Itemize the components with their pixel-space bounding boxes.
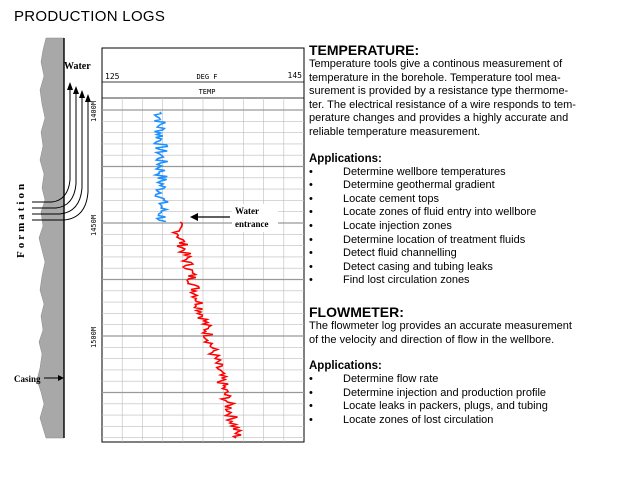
water-entrance-label-line1: Water [235, 206, 259, 216]
temperature-heading: TEMPERATURE: [309, 42, 420, 58]
list-item-text: Locate injection zones [343, 219, 452, 232]
text-line: surement is provided by a resistance type thermome- [309, 85, 569, 98]
list-item [309, 193, 629, 207]
list-item-text: Find lost circulation zones [343, 274, 470, 287]
text-line: temperature in the borehole. Temperature tool mea- [309, 71, 561, 84]
list-item [309, 373, 629, 387]
page-title: PRODUCTION LOGS [14, 8, 166, 25]
depth-label-1450: 1450M [90, 214, 98, 236]
text-line: ter. The electrical resistance of a wire responds to tem- [309, 98, 576, 111]
bullet-icon: • [309, 386, 313, 399]
casing-label: Casing [14, 374, 41, 384]
list-item-text: Determine geothermal gradient [343, 179, 495, 192]
formation-label: Formation [15, 180, 27, 258]
bullet-icon: • [309, 179, 313, 192]
text-line: reliable temperature measurement. [309, 125, 481, 138]
list-item [309, 261, 629, 275]
bullet-icon: • [309, 165, 313, 178]
text-line: of the velocity and direction of flow in the wellbore. [309, 333, 555, 346]
bullet-icon: • [309, 260, 313, 273]
list-item-text: Detect casing and tubing leaks [343, 260, 493, 273]
depth-label-1500: 1500M [90, 326, 98, 348]
water-label: Water [64, 61, 91, 72]
list-item-text: Determine wellbore temperatures [343, 165, 506, 178]
list-item [309, 166, 629, 180]
text-line: Temperature tools give a continous measurement of [309, 58, 563, 70]
list-item [309, 179, 629, 193]
description-panel [309, 42, 629, 427]
text-line: perature changes and provides a highly accurate and [309, 112, 569, 125]
bullet-icon: • [309, 373, 313, 386]
list-item-text: Locate zones of lost circulation [343, 413, 494, 426]
water-entrance-label-line2: entrance [235, 219, 269, 229]
flowmeter-heading: FLOWMETER: [309, 303, 404, 320]
flowmeter-description [309, 320, 629, 347]
scale-min-label: 125 [105, 72, 120, 81]
list-item-text: Determine flow rate [343, 373, 439, 386]
list-item-text: Locate leaks in packers, plugs, and tubing [343, 400, 548, 413]
list-item-text: Detect fluid channelling [343, 247, 457, 260]
flowmeter-applications-list [309, 373, 629, 427]
list-item [309, 206, 629, 220]
list-item-text: Determine location of treatment fluids [343, 233, 526, 246]
list-item-text: Locate zones of fluid entry into wellbore [343, 206, 537, 219]
text-line: The flowmeter log provides an accurate measurement [309, 319, 572, 332]
depth-label-1400: 1400M [90, 100, 98, 122]
list-item [309, 274, 629, 288]
flowmeter-applications-heading: Applications: [309, 360, 382, 373]
up-arrow-icon [67, 82, 91, 102]
temperature-description [309, 58, 629, 140]
unit-label: DEG F [196, 73, 218, 81]
list-item [309, 220, 629, 234]
bullet-icon: • [309, 247, 313, 260]
bullet-icon: • [309, 400, 313, 413]
list-item [309, 387, 629, 401]
list-item-text: Determine injection and production profile [343, 386, 547, 399]
scale-max-label: 145 [287, 71, 302, 80]
production-log-diagram [0, 0, 300, 480]
list-item [309, 247, 629, 261]
list-item [309, 414, 629, 428]
bullet-icon: • [309, 219, 313, 232]
temperature-applications-heading: Applications: [309, 152, 382, 165]
list-item [309, 400, 629, 414]
bullet-icon: • [309, 192, 313, 205]
bullet-icon: • [309, 233, 313, 246]
bullet-icon: • [309, 413, 313, 426]
bullet-icon: • [309, 274, 313, 287]
temperature-applications-list [309, 166, 629, 288]
list-item [309, 234, 629, 248]
curve-name-label: TEMP [198, 88, 216, 96]
bullet-icon: • [309, 206, 313, 219]
list-item-text: Locate cement tops [343, 192, 440, 205]
